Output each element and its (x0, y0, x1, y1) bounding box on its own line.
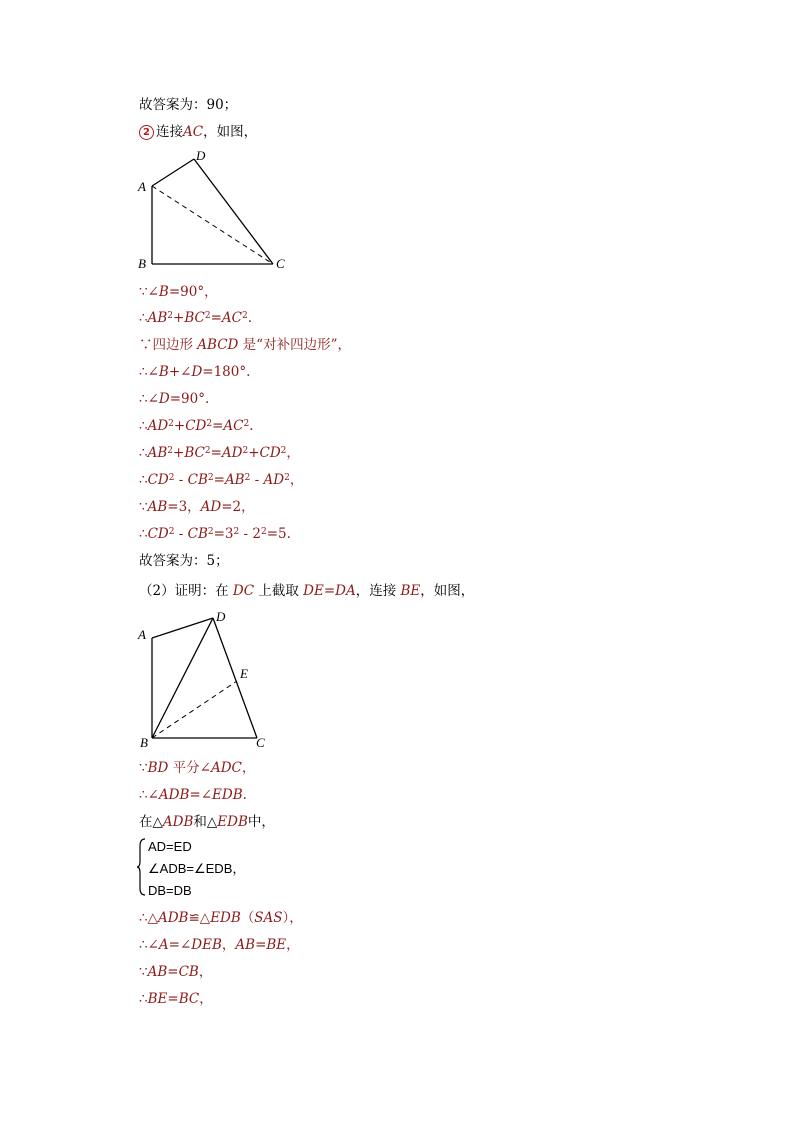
proof2-line-6: ∵AB=CB， (139, 964, 213, 980)
proof-line-6: $\therefore AD^2+CD^2=AC^2$. (139, 418, 254, 434)
proof-line-5: ∴∠D=90°. (139, 391, 210, 407)
vertex-label-d: D (196, 148, 206, 163)
proof-line-2: $\therefore AB^2+BC^2=AC^2$. (139, 310, 252, 326)
proof-line-10: $\therefore CD^2 - CB^2=3^2 - 2^2=5$. (139, 526, 291, 542)
proof2-line-2: ∴∠ADB=∠EDB. (139, 787, 247, 803)
connect-text: 连接 (156, 124, 183, 140)
proof-line-7: $\therefore AB^2+BC^2=AD^2+CD^2$， (139, 445, 300, 461)
case-line-1: AD=ED (148, 839, 192, 854)
answer-line-1: 故答案为：90； (139, 97, 238, 113)
diagonal-ac (152, 186, 273, 264)
case-line-2: ∠ADB=∠EDB， (148, 861, 246, 876)
proof2-line-3: 在△ADB和△EDB中， (139, 814, 275, 830)
step-2-line (139, 123, 257, 141)
proof2-line-4: ∴△ADB≌△EDB（SAS）， (139, 910, 303, 926)
edge-da (152, 159, 194, 186)
proof-line-9: ∵AB=3，AD=2， (139, 499, 255, 515)
edge-dc (213, 618, 257, 738)
proof-line-3: ∵四边形 ABCD 是“对补四边形”， (139, 337, 351, 353)
edge-cd (194, 159, 273, 264)
proof-line-1: ∵∠B=90°， (139, 284, 218, 300)
vertex-label-c: C (256, 735, 265, 750)
segment-ac: AC (183, 124, 204, 140)
figure-2-quadrilateral (130, 606, 300, 751)
vertex-label-d: D (216, 609, 226, 624)
figure-1-quadrilateral (130, 146, 300, 276)
diagonal-bd (152, 618, 213, 738)
vertex-label-b: B (140, 735, 148, 750)
vertex-label-b: B (138, 256, 146, 271)
left-brace (137, 838, 147, 896)
segment-be (152, 681, 237, 738)
proof-line-4: ∴∠B+∠D=180°. (139, 364, 251, 380)
proof-line-8: $\therefore CD^2 - CB^2=AB^2 - AD^2$， (139, 472, 304, 488)
vertex-label-a: A (138, 627, 146, 642)
vertex-label-c: C (276, 256, 285, 271)
as-figure-text: ，如图， (203, 124, 258, 140)
part-2-intro: （2）证明：在 DC 上截取 DE=DA，连接 BE，如图， (139, 583, 475, 599)
proof2-line-5: ∴∠A=∠DEB，AB=BE， (139, 937, 300, 953)
circled-number: 2 (139, 125, 154, 140)
case-line-3: DB=DB (148, 883, 192, 898)
proof2-line-1: ∵BD 平分∠ADC， (139, 760, 256, 776)
proof2-line-7: ∴BE=BC， (139, 991, 213, 1007)
vertex-label-a: A (138, 179, 146, 194)
vertex-label-e: E (240, 666, 248, 681)
answer-line-2: 故答案为：5； (139, 553, 229, 569)
